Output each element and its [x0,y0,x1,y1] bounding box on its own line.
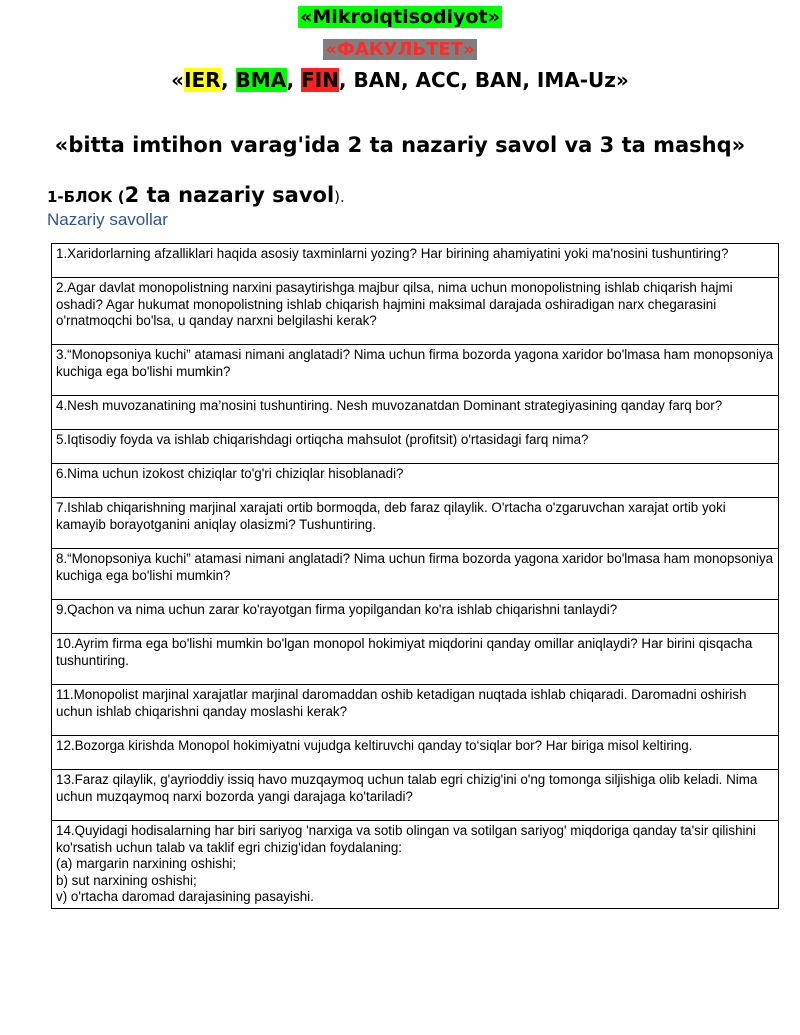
group-open: « [171,68,185,92]
table-row [52,345,779,396]
question-cell: 14.Quyidagi hodisalarning har biri sariyog 'narxiga va sotib olingan va sotilgan sariyog' miqdoriga qanday ta'sir qilishini ko'rsatish uchun talab va taklif egri chizig'idan foydalaning: (a) margarin narxining oshishi; b) sut narxining oshishi; v) o'rtacha daromad darajasining pasayishi. [52,821,779,909]
section-heading: Nazariy savollar [47,210,168,229]
group-fin: FIN [301,68,339,92]
table-row [52,685,779,736]
exam-subtitle: «bitta imtihon varag'ida 2 ta nazariy savol va 3 ta mashq» [54,133,746,157]
block-suffix: ). [334,188,345,206]
question-cell: 6.Nima uchun izokost chiziqlar to'g'ri chiziqlar hisoblanadi? [52,464,779,498]
course-title [0,4,800,30]
group-sep-1: , [220,68,236,92]
group-bma: BMA [235,68,287,92]
table-row [52,430,779,464]
question-cell: 12.Bozorga kirishda Monopol hokimiyatni vujudga keltiruvchi qanday to‘siqlar bor? Har biriga misol keltiring. [52,736,779,770]
group-sep-2: , [286,68,302,92]
question-cell: 13.Faraz qilaylik, g'ayrioddiy issiq havo muzqaymoq uchun talab egri chizig'ini o'ng tomonga siljishiga olib keladi. Nima uchun muzqaymoq narxi bozorda yangi darajaga ko'tariladi? [52,770,779,821]
faculty-title [0,38,800,62]
question-cell: 9.Qachon va nima uchun zarar ko'rayotgan firma yopilgandan ko'ra ishlab chiqarishni tanlaydi? [52,600,779,634]
group-rest: , BAN, ACC, BAN, IMA-Uz» [338,68,629,92]
block-prefix: 1-БЛОК ( [47,188,125,206]
table-row [52,549,779,600]
table-row [52,498,779,549]
table-row [52,821,779,909]
table-row [52,244,779,278]
question-cell: 5.Iqtisodiy foyda va ishlab chiqarishdagi ortiqcha mahsulot (profitsit) o'rtasidagi farq nima? [52,430,779,464]
group-ier: IER [184,68,221,92]
question-cell: 10.Ayrim firma ega bo'lishi mumkin bo'lgan monopol hokimiyat miqdorini qanday omillar aniqlaydi? Har birini qisqacha tushuntiring. [52,634,779,685]
table-row [52,770,779,821]
table-row [52,736,779,770]
question-cell: 7.Ishlab chiqarishning marjinal xarajati ortib bormoqda, deb faraz qilaylik. O'rtacha o'zgaruvchan xarajat ortib yoki kamayib borayotganini aniqlay olasizmi? Tushuntiring. [52,498,779,549]
group-list [0,66,800,94]
table-row [52,278,779,345]
question-cell: 8.“Monopsoniya kuchi” atamasi nimani anglatadi? Nima uchun firma bozorda yagona xaridor bo'lmasa ham monopsoniya kuchiga ega bo'lishi mumkin? [52,549,779,600]
questions-table [51,243,779,909]
course-title-text: «Mikroiqtisodiyot» [300,6,500,28]
table-row [52,600,779,634]
table-row [52,464,779,498]
table-row [52,396,779,430]
question-cell: 1.Xaridorlarning afzalliklari haqida asosiy taxminlarni yozing? Har birining ahamiyatini yoki ma'nosini tushuntiring? [52,244,779,278]
question-cell: 3.“Monopsoniya kuchi” atamasi nimani anglatadi? Nima uchun firma bozorda yagona xaridor bo'lmasa ham monopsoniya kuchiga ega bo'lishi mumkin? [52,345,779,396]
question-cell: 4.Nesh muvozanatining ma’nosini tushuntiring. Nesh muvozanatdan Dominant strategiyasining qanday farq bor? [52,396,779,430]
block-main: 2 ta nazariy savol [124,183,335,207]
question-cell: 2.Agar davlat monopolistning narxini pasaytirishga majbur qilsa, nima uchun monopolistning ishlab chiqarish hajmi oshadi? Agar hukumat monopolistning ishlab chiqarish hajmini maksimal darajada oshiradigan narx chegarasini o'rnatmoqchi bo'lsa, u qanday narxni belgilashi kerak? [52,278,779,345]
table-row [52,634,779,685]
question-cell: 11.Monopolist marjinal xarajatlar marjinal daromaddan oshib ketadigan nuqtada ishlab chiqaradi. Daromadni oshirish uchun ishlab chiqarishni qanday moslashi kerak? [52,685,779,736]
faculty-title-text: «ФАКУЛЬТЕТ» [325,39,475,60]
